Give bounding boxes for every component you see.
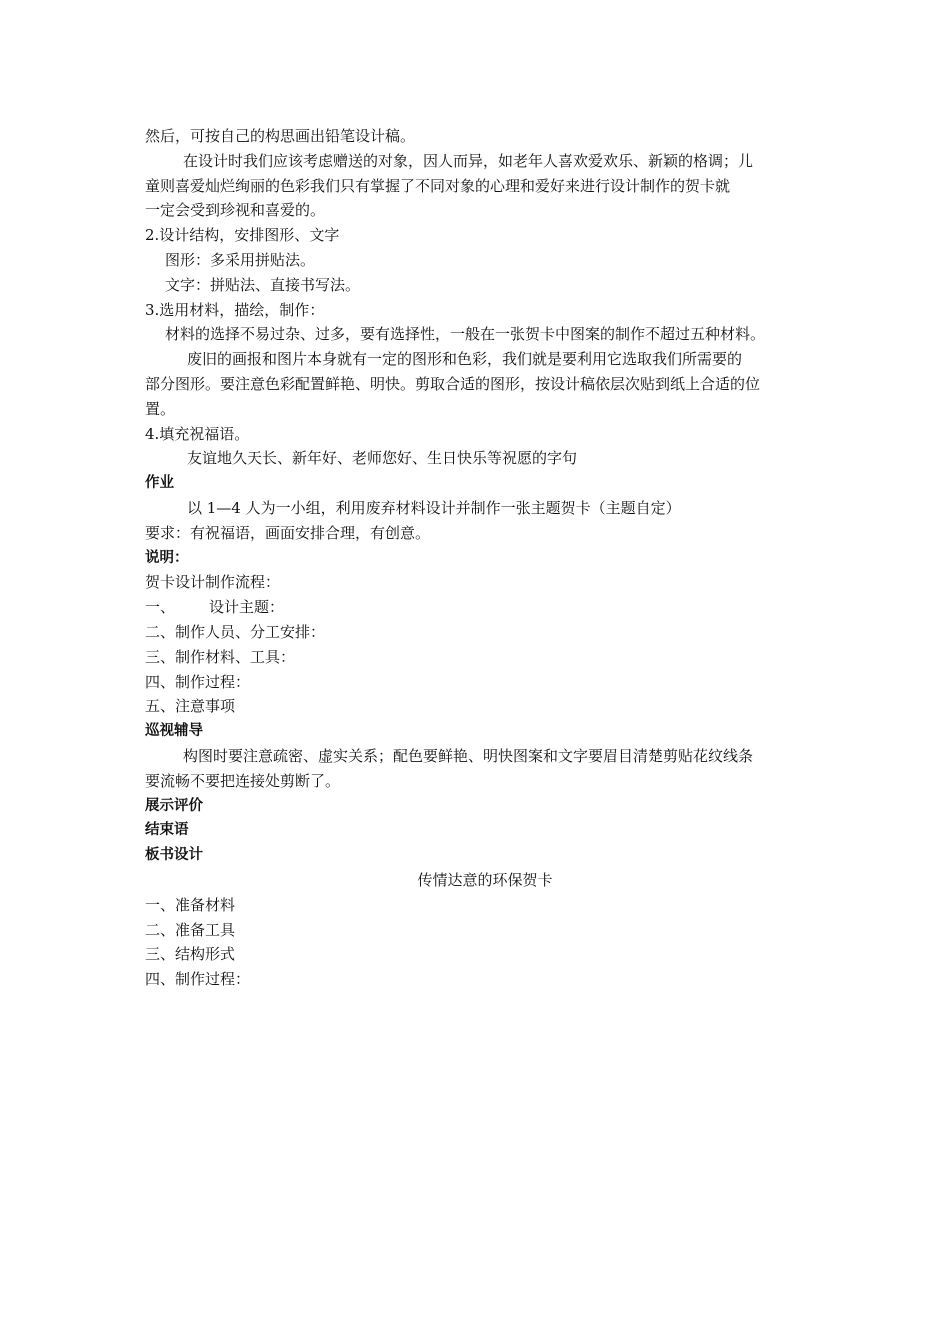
flow-item-2: 二、制作人员、分工安排： (145, 622, 326, 641)
section-3-paragraph-line-2: 部分图形。要注意色彩配置鲜艳、明快。剪取合适的图形，按设计稿依层次贴到纸上合适的位 (145, 374, 761, 393)
board-title: 传情达意的环保贺卡 (417, 870, 553, 889)
flow-item-1-number: 一、 (145, 598, 176, 617)
homework-heading: 作业 (145, 475, 174, 492)
board-item-4: 四、制作过程： (145, 970, 251, 989)
guide-heading: 巡视辅导 (145, 723, 203, 740)
guide-paragraph-line-2: 要流畅不要把连接处剪断了。 (145, 771, 341, 790)
board-item-1: 一、准备材料 (145, 895, 236, 914)
flow-title: 贺卡设计制作流程： (145, 573, 281, 592)
paragraph-recipient-line-3: 一定会受到珍视和喜爱的。 (145, 201, 326, 220)
section-4-wishes: 友谊地久天长、新年好、老师您好、生日快乐等祝愿的字句 (187, 449, 578, 468)
section-2-text: 文字：拼贴法、直接书写法。 (165, 275, 361, 294)
homework-requirements: 要求：有祝福语，画面安排合理，有创意。 (145, 523, 431, 542)
flow-item-4: 四、制作过程： (145, 672, 251, 691)
section-2-graphic: 图形：多采用拼贴法。 (165, 250, 316, 269)
board-item-3: 三、结构形式 (145, 945, 236, 964)
flow-item-1-text: 设计主题： (209, 598, 285, 617)
homework-task: 以 1—4 人为一小组，利用废弃材料设计并制作一张主题贺卡（主题自定） (187, 498, 681, 517)
flow-item-5: 五、注意事项 (145, 697, 236, 716)
section-3-paragraph-line-3: 置。 (145, 399, 176, 418)
section-3-title: 3.选用材料，描绘，制作： (145, 300, 325, 319)
section-3-materials: 材料的选择不易过杂、过多，要有选择性，一般在一张贺卡中图案的制作不超过五种材料。 (165, 325, 766, 344)
document-page (145, 124, 825, 992)
flow-item-3: 三、制作材料、工具： (145, 647, 296, 666)
paragraph-pencil-draft: 然后，可按自己的构思画出铅笔设计稿。 (145, 127, 416, 145)
note-heading: 说明： (145, 549, 189, 566)
board-item-2: 二、准备工具 (145, 920, 236, 939)
paragraph-recipient-line-1: 在设计时我们应该考虑赠送的对象，因人而异，如老年人喜欢爱欢乐、新颖的格调；儿 (183, 151, 754, 170)
section-3-paragraph-line-1: 废旧的画报和图片本身就有一定的图形和色彩，我们就是要利用它选取我们所需要的 (187, 350, 743, 369)
section-4-title: 4.填充祝福语。 (145, 424, 250, 443)
flow-item-1 (145, 595, 825, 620)
paragraph-recipient-line-2: 童则喜爱灿烂绚丽的色彩我们只有掌握了不同对象的心理和爱好来进行设计制作的贺卡就 (145, 176, 731, 195)
section-2-title: 2.设计结构，安排图形、文字 (145, 226, 340, 245)
guide-paragraph-line-1: 构图时要注意疏密、虚实关系；配色要鲜艳、明快图案和文字要眉目清楚剪贴花纹线条 (183, 746, 754, 765)
board-heading: 板书设计 (145, 847, 203, 864)
closing-heading: 结束语 (145, 822, 189, 839)
display-heading: 展示评价 (145, 797, 203, 814)
